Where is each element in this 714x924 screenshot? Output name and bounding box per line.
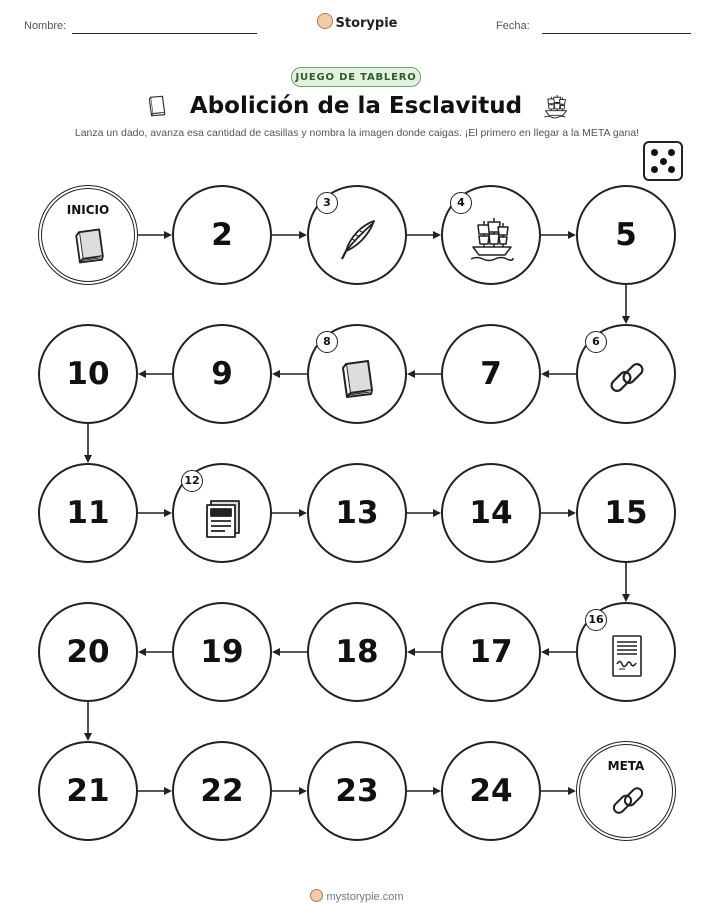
title-text: Abolición de la Esclavitud — [189, 92, 523, 119]
arrow-head — [138, 648, 146, 656]
space-number: 15 — [604, 495, 648, 531]
date-label: Fecha: — [496, 20, 530, 32]
board-space — [307, 463, 407, 563]
arrow-head — [164, 231, 172, 239]
space-number: 14 — [469, 495, 513, 531]
space-number: 7 — [480, 356, 502, 392]
space-number: 22 — [200, 773, 244, 809]
arrow-head — [622, 594, 630, 602]
space-number: 24 — [469, 773, 513, 809]
space-number: 21 — [66, 773, 110, 809]
space-number-badge: 16 — [585, 609, 607, 631]
arrow-head — [407, 648, 415, 656]
arrow-head — [299, 509, 307, 517]
storypie-logo-icon — [310, 889, 323, 902]
space-number: 13 — [335, 495, 379, 531]
board-space — [441, 185, 541, 285]
arrow-head — [541, 370, 549, 378]
board-space — [307, 741, 407, 841]
space-number-badge: 8 — [316, 331, 338, 353]
arrow-head — [568, 231, 576, 239]
board-space — [576, 463, 676, 563]
arrow-head — [84, 733, 92, 741]
arrow-head — [433, 787, 441, 795]
space-number: 5 — [615, 217, 637, 253]
space-number: 2 — [211, 217, 233, 253]
board-space — [172, 741, 272, 841]
space-number: 20 — [66, 634, 110, 670]
space-label: META — [607, 759, 645, 773]
board-space — [38, 741, 138, 841]
board-space — [172, 602, 272, 702]
arrow-head — [299, 787, 307, 795]
brand-name: Storypie — [335, 16, 398, 31]
space-number: 17 — [469, 634, 513, 670]
ship-icon — [468, 215, 516, 263]
arrow-head — [433, 231, 441, 239]
footer-url: mystorypie.com — [326, 891, 404, 903]
space-number: 23 — [335, 773, 379, 809]
arrow-head — [622, 316, 630, 324]
arrow-head — [299, 231, 307, 239]
board-space — [307, 602, 407, 702]
board-space — [441, 602, 541, 702]
board-space — [38, 463, 138, 563]
board-space — [172, 185, 272, 285]
newspaper-icon — [199, 493, 247, 541]
arrow-head — [272, 648, 280, 656]
arrow-head — [84, 455, 92, 463]
space-number: 11 — [66, 495, 110, 531]
space-number: 10 — [66, 356, 110, 392]
board-space — [307, 324, 407, 424]
board-space — [307, 185, 407, 285]
instructions: Lanza un dado, avanza esa cantidad de casillas y nombra la imagen donde caigas. ¡El primero en llegar a la META gana! — [74, 127, 640, 139]
space-number-badge: 12 — [181, 470, 203, 492]
space-label: INICIO — [66, 203, 110, 217]
chain-icon — [603, 354, 651, 402]
arrow-head — [407, 370, 415, 378]
footer — [0, 889, 714, 903]
name-label: Nombre: — [24, 20, 67, 32]
board-space — [38, 602, 138, 702]
space-number: 9 — [211, 356, 233, 392]
start-space — [38, 185, 138, 285]
chain-icon — [606, 779, 650, 823]
board-space — [576, 602, 676, 702]
arrow-head — [433, 509, 441, 517]
space-number: 18 — [335, 634, 379, 670]
finish-space — [576, 741, 676, 841]
arrow-head — [272, 370, 280, 378]
arrow-head — [568, 509, 576, 517]
board-space — [441, 463, 541, 563]
board-space — [172, 324, 272, 424]
space-number-badge: 6 — [585, 331, 607, 353]
game-type-tag: JUEGO DE TABLERO — [291, 67, 421, 87]
board-space — [576, 324, 676, 424]
board-space — [441, 741, 541, 841]
arrow-head — [138, 370, 146, 378]
arrow-head — [164, 787, 172, 795]
space-number-badge: 4 — [450, 192, 472, 214]
board-space — [576, 185, 676, 285]
arrow-head — [164, 509, 172, 517]
arrow-head — [541, 648, 549, 656]
arrow-head — [568, 787, 576, 795]
board-space — [38, 324, 138, 424]
space-number-badge: 3 — [316, 192, 338, 214]
document-icon — [603, 632, 651, 680]
board-space — [441, 324, 541, 424]
quill-icon — [334, 215, 382, 263]
space-number: 19 — [200, 634, 244, 670]
book-icon — [68, 223, 112, 267]
board-space — [172, 463, 272, 563]
book-icon — [334, 354, 382, 402]
